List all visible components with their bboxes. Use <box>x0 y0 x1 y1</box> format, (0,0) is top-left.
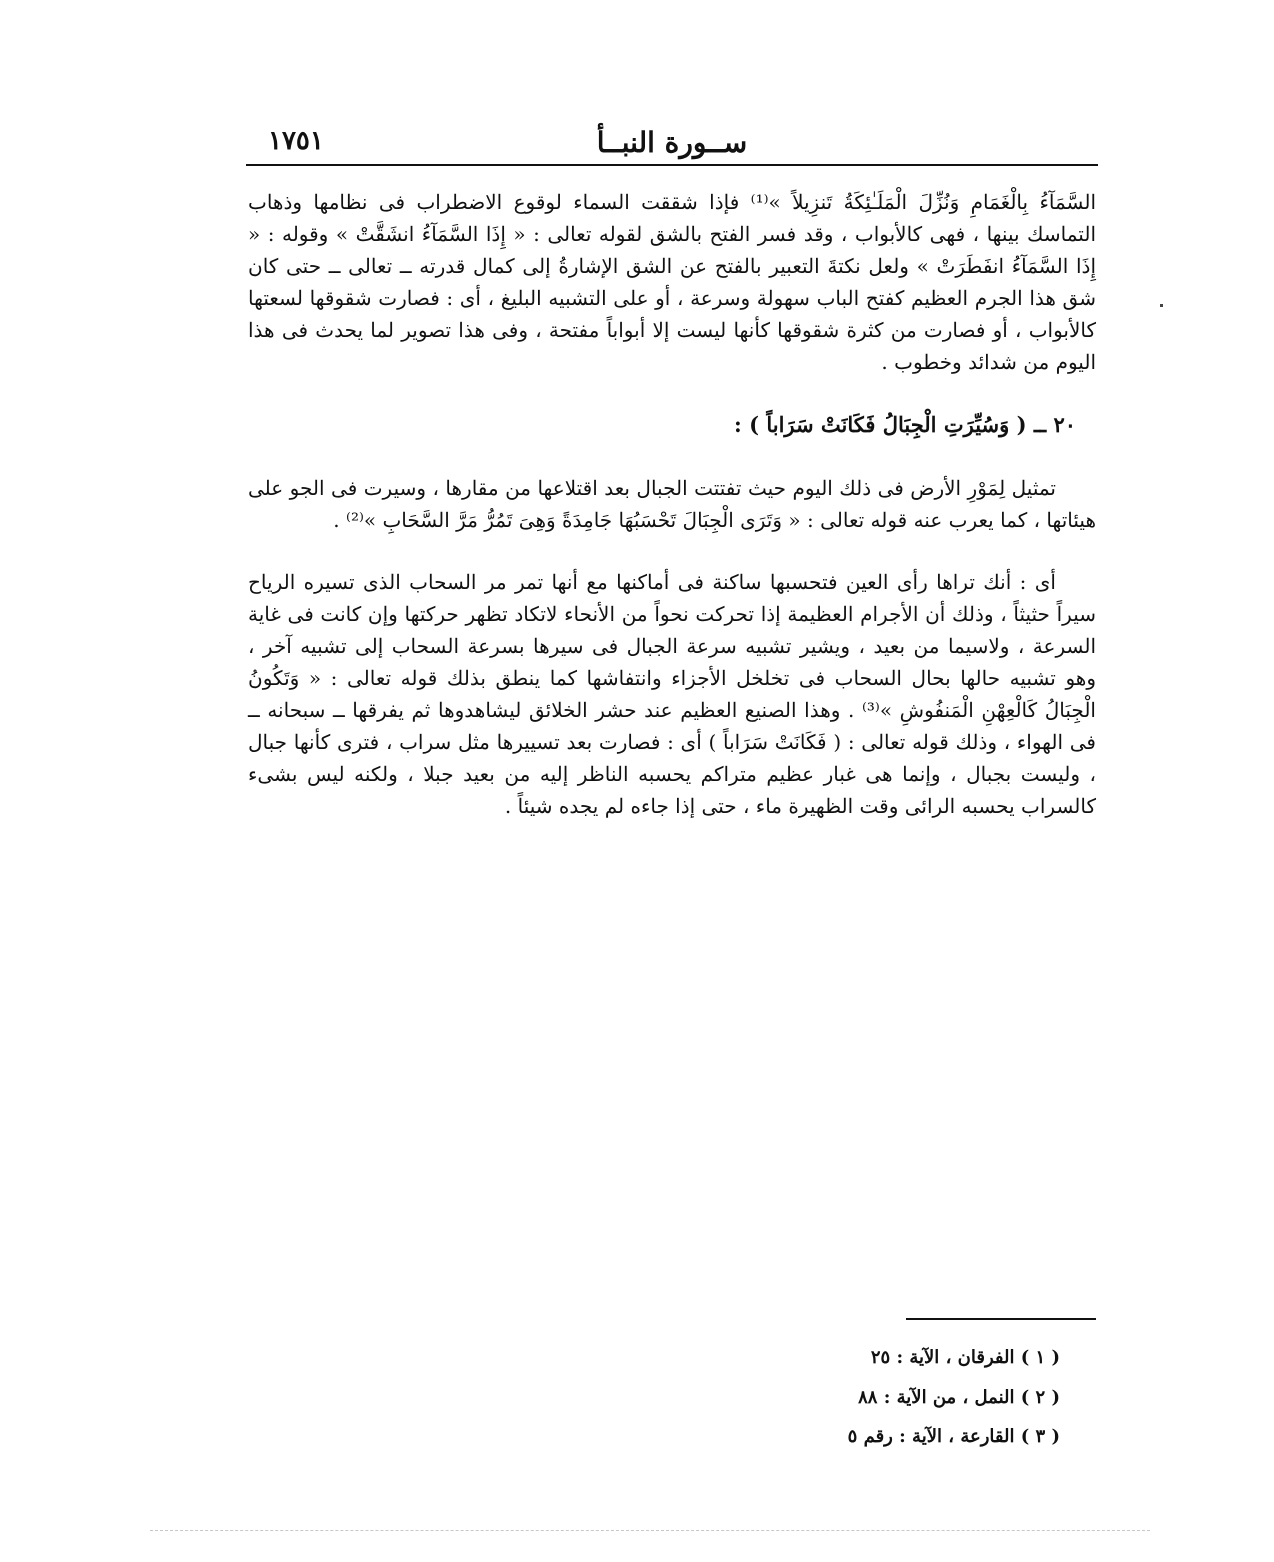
page-header <box>248 112 1096 162</box>
paragraph-tamthil: تمثيل لِمَوْرِ الأرض فى ذلك اليوم حيث تفتتت الجبال بعد اقتلاعها من مقارها ، وسيرت فى الجو على هيئاتها ، كما يعرب عنه قوله تعالى : « وَتَرَى الْجِبَالَ تَحْسَبُهَا جَامِدَةً وَهِىَ تَمُرُّ مَرَّ السَّحَابِ »⁽²⁾ . <box>248 475 1096 532</box>
scan-edge-dashes <box>150 1530 1150 1532</box>
paragraph-intro: السَّمَآءُ بِالْغَمَامِ وَنُزِّلَ الْمَلَـٰئِكَةُ تَنزِيلاً »⁽¹⁾ فإذا شققت السماء لوقوع الاضطراب فى نظامها وذهاب التماسك بينها ، فهى كالأبواب ، وقد فسر الفتح بالشق لقوله تعالى : « إِذَا السَّمَآءُ انشَقَّتْ » وقوله : « إِذَا السَّمَآءُ انفَطَرَتْ » ولعل نكتةَ التعبير بالفتح عن الشق الإشارةُ إلى كمال قدرته ــ تعالى ــ حتى كان شق هذا الجرم العظيم كفتح الباب سهولة وسرعة ، أو على التشبيه البليغ ، أى : فصارت شقوقها لسعتها كالأبواب ، أو فصارت من كثرة شقوقها كأنها ليست إلا أبواباً مفتحة ، وفى هذا تصوير لما يحدث فى هذا اليوم من شدائد وخطوب . <box>248 190 1097 374</box>
footnotes <box>700 1338 1060 1457</box>
footnote-2: ( ٢ ) النمل ، من الآية : ٨٨ <box>858 1386 1060 1408</box>
paragraph-explanation: أى : أنك تراها رأى العين فتحسبها ساكنة فى أماكنها مع أنها تمر مر السحاب الذى تسيره الرياح سيراً حثيثاً ، وذلك أن الأجرام العظيمة إذا تحركت نحواً من الأنحاء لاتكاد تظهر حركتها وإن كانت فى غاية السرعة ، ولاسيما من بعيد ، ويشير تشبيه سرعة الجبال فى سيرها بسرعة السحاب إلى تشبيه آخر ، وهو تشبيه حالها بحال السحاب فى تخلخل الأجزاء وانتفاشها كما ينطق بذلك قوله تعالى : « وَتَكُونُ الْجِبَالُ كَالْعِهْنِ الْمَنفُوشِ »⁽³⁾ . وهذا الصنيع العظيم عند حشر الخلائق ليشاهدوها ثم يفرقها ــ سبحانه ــ فى الهواء ، وذلك قوله تعالى : ( فَكَانَتْ سَرَاباً ) أى : فصارت بعد تسييرها مثل سراب ، فترى كأنها جبال ، وليست بجبال ، وإنما هى غبار عظيم متراكم يحسبه الناظر إليه من بعيد جبلا ، ولكنه ليس بشىء كالسراب يحسبه الرائى وقت الظهيرة ماء ، حتى إذا جاءه لم يجده شيئاً . <box>248 569 1096 818</box>
verse-heading: ٢٠ ــ ( وَسُيِّرَتِ الْجِبَالُ فَكَانَتْ سَرَاباً ) : <box>734 412 1076 437</box>
footnote-divider <box>906 1318 1096 1320</box>
header-divider <box>246 164 1098 166</box>
margin-dot <box>1160 304 1163 307</box>
page-title: ســورة النبــأ <box>596 126 748 159</box>
main-text <box>248 186 1096 822</box>
footnote-1: ( ١ ) الفرقان ، الآية : ٢٥ <box>870 1347 1060 1368</box>
page-number: ١٧٥١ <box>268 126 324 156</box>
footnote-3: ( ٣ ) القارعة ، الآية : رقم ٥ <box>847 1426 1060 1448</box>
